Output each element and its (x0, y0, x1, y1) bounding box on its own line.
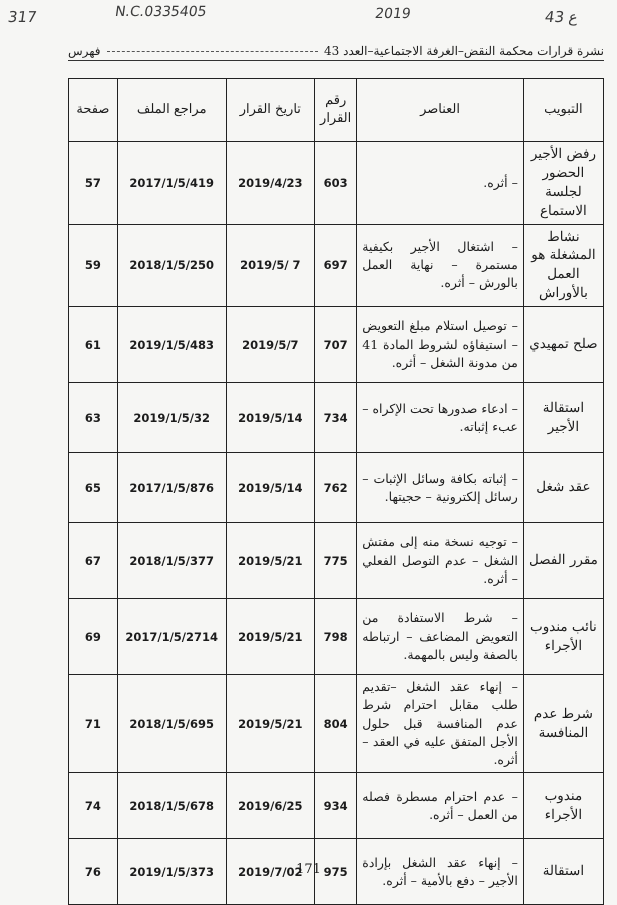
table-row (69, 383, 604, 453)
handwritten-year: 2019 (373, 6, 412, 22)
cell-number: 775 (315, 523, 357, 599)
index-table (68, 78, 604, 905)
cell-page: 69 (69, 599, 118, 675)
cell-elements: – إنهاء عقد الشغل –تقديم طلب مقابل احترام شرط عدم المنافسة قبل حلول الأجل المتفق عليه في العقد – أثره. (357, 675, 524, 773)
cell-page: 59 (69, 224, 118, 307)
table-row (69, 773, 604, 839)
table-body (69, 142, 604, 905)
col-date: تاريخ القرار (226, 79, 314, 142)
cell-page: 57 (69, 142, 118, 225)
header-title: نشرة قرارات محكمة النقض–الغرفة الاجتماعية–العدد 43 (324, 44, 604, 58)
cell-topic: مقرر الفصل (523, 523, 603, 599)
cell-number: 697 (315, 224, 357, 307)
table-row (69, 675, 604, 773)
cell-page: 74 (69, 773, 118, 839)
cell-date: 2019/5/ 7 (226, 224, 314, 307)
cell-date: 2019/5/7 (226, 307, 314, 383)
header-dash-leader (107, 51, 318, 52)
cell-ref: 2018/1/5/377 (117, 523, 226, 599)
cell-ref: 2019/1/5/483 (117, 307, 226, 383)
cell-page: 67 (69, 523, 118, 599)
cell-ref: 2017/1/5/876 (117, 453, 226, 523)
cell-date: 2019/6/25 (226, 773, 314, 839)
cell-number: 975 (315, 839, 357, 905)
table-row (69, 453, 604, 523)
cell-page: 76 (69, 839, 118, 905)
table-row (69, 307, 604, 383)
cell-page: 61 (69, 307, 118, 383)
table-row (69, 142, 604, 225)
cell-date: 2019/5/21 (226, 675, 314, 773)
table-row (69, 599, 604, 675)
cell-page: 65 (69, 453, 118, 523)
cell-topic: مندوب الأجراء (523, 773, 603, 839)
running-header (68, 44, 604, 61)
handwritten-reference: N.C.0335405 (113, 4, 208, 20)
handwritten-number-right: 43 ع (543, 8, 580, 26)
cell-elements: – إنهاء عقد الشغل بإرادة الأجير – دفع بالأمية – أثره. (357, 839, 524, 905)
cell-date: 2019/7/02 (226, 839, 314, 905)
col-elements: العناصر (357, 79, 524, 142)
cell-elements: – عدم احترام مسطرة فصله من العمل – أثره. (357, 773, 524, 839)
cell-elements: – أثره. (357, 142, 524, 225)
cell-topic: شرط عدم المنافسة (523, 675, 603, 773)
col-number: رقم القرار (315, 79, 357, 142)
col-ref: مراجع الملف (117, 79, 226, 142)
cell-elements: – ادعاء صدورها تحت الإكراه – عبء إثباته. (357, 383, 524, 453)
table-row (69, 224, 604, 307)
cell-number: 798 (315, 599, 357, 675)
cell-date: 2019/5/14 (226, 383, 314, 453)
page-number: 171 (296, 862, 321, 877)
cell-ref: 2019/1/5/32 (117, 383, 226, 453)
cell-ref: 2017/1/5/2714 (117, 599, 226, 675)
cell-number: 603 (315, 142, 357, 225)
col-page: صفحة (69, 79, 118, 142)
cell-elements: – اشتغال الأجير بكيفية مستمرة – نهاية العمل بالورش – أثره. (357, 224, 524, 307)
cell-ref: 2018/1/5/678 (117, 773, 226, 839)
cell-topic: نشاط المشغلة هو العمل بالأوراش (523, 224, 603, 307)
table-header-row (69, 79, 604, 142)
cell-elements: – توصيل استلام مبلغ التعويض – استيفاؤه لشروط المادة 41 من مدونة الشغل – أثره. (357, 307, 524, 383)
cell-topic: رفض الأجير الحضور لجلسة الاستماع (523, 142, 603, 225)
cell-date: 2019/4/23 (226, 142, 314, 225)
cell-page: 71 (69, 675, 118, 773)
cell-number: 707 (315, 307, 357, 383)
cell-topic: عقد شغل (523, 453, 603, 523)
cell-topic: نائب مندوب الأجراء (523, 599, 603, 675)
table-row (69, 523, 604, 599)
cell-page: 63 (69, 383, 118, 453)
cell-number: 804 (315, 675, 357, 773)
cell-elements: – إثباته بكافة وسائل الإثبات – رسائل إلكترونية – حجيتها. (357, 453, 524, 523)
col-topic: التبويب (523, 79, 603, 142)
cell-topic: استقالة (523, 839, 603, 905)
cell-ref: 2018/1/5/250 (117, 224, 226, 307)
cell-number: 762 (315, 453, 357, 523)
cell-elements: – توجيه نسخة منه إلى مفتش الشغل – عدم التوصل الفعلي – أثره. (357, 523, 524, 599)
handwritten-number-left: 317 (6, 8, 38, 26)
cell-topic: صلح تمهيدي (523, 307, 603, 383)
cell-ref: 2018/1/5/695 (117, 675, 226, 773)
cell-ref: 2019/1/5/373 (117, 839, 226, 905)
cell-date: 2019/5/21 (226, 523, 314, 599)
header-index-label: فهرس (68, 44, 101, 58)
cell-ref: 2017/1/5/419 (117, 142, 226, 225)
cell-number: 734 (315, 383, 357, 453)
cell-date: 2019/5/21 (226, 599, 314, 675)
cell-topic: استقالة الأجير (523, 383, 603, 453)
cell-elements: – شرط الاستفادة من التعويض المضاعف – ارتباطه بالصفة وليس بالمهمة. (357, 599, 524, 675)
cell-number: 934 (315, 773, 357, 839)
cell-date: 2019/5/14 (226, 453, 314, 523)
